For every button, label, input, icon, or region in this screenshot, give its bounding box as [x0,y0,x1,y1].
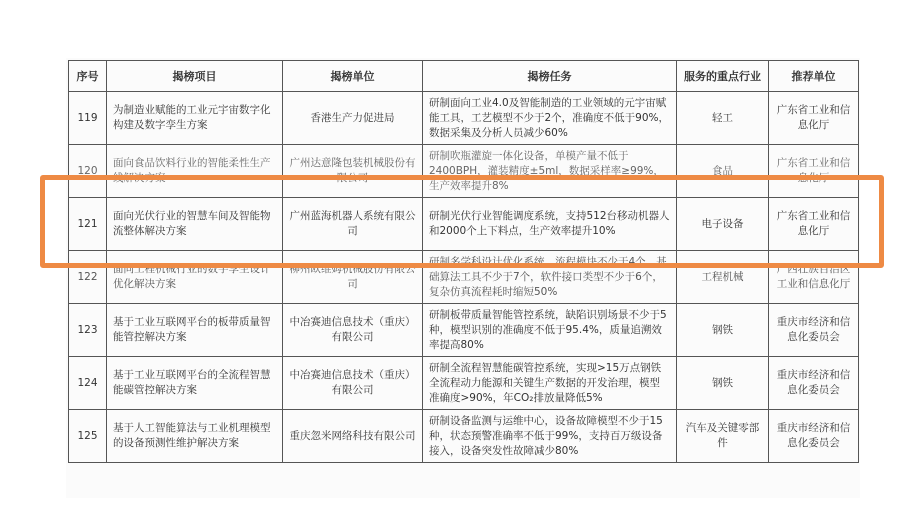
row-unit: 香港生产力促进局 [283,92,423,145]
table-row [69,357,859,410]
row-task: 研制设备监测与运维中心，设备故障模型不少于15种，状态预警准确率不低于99%，支持百万级设备接入，设备突发性故障减少80% [423,410,677,463]
row-task: 研制吹瓶灌旋一体化设备，单模产量不低于2400BPH，灌装精度±5ml，数据采样率≥99%，生产效率提升8% [423,145,677,198]
table-row-highlighted [69,198,859,251]
header-industry: 服务的重点行业 [677,61,769,92]
header-no: 序号 [69,61,107,92]
row-unit: 中冶赛迪信息技术（重庆）有限公司 [283,357,423,410]
row-project: 面向工程机械行业的数字孪生设计优化解决方案 [107,251,283,304]
row-no: 119 [69,92,107,145]
row-no: 124 [69,357,107,410]
row-task: 研制光伏行业智能调度系统，支持512台移动机器人和2000个上下料点，生产效率提升10% [423,198,677,251]
row-industry: 汽车及关键零部件 [677,410,769,463]
row-no: 121 [69,198,107,251]
table-row [69,251,859,304]
header-unit: 揭榜单位 [283,61,423,92]
award-project-table [68,60,859,463]
header-recommender: 推荐单位 [769,61,859,92]
row-no: 122 [69,251,107,304]
row-task: 研制面向工业4.0及智能制造的工业领域的元宇宙赋能工具，工艺模型不少于2个，准确度不低于90%，数据采集及分析人员减少60% [423,92,677,145]
row-industry: 电子设备 [677,198,769,251]
row-no: 123 [69,304,107,357]
row-recommender: 广东省工业和信息化厅 [769,145,859,198]
header-project: 揭榜项目 [107,61,283,92]
row-project: 面向食品饮料行业的智能柔性生产线解决方案 [107,145,283,198]
row-recommender: 广东省工业和信息化厅 [769,92,859,145]
row-task: 研制多学科设计优化系统，流程模块不少于4个，基础算法工具不少于7个，软件接口类型不少于6个，复杂仿真流程耗时缩短50% [423,251,677,304]
row-industry: 食品 [677,145,769,198]
row-no: 120 [69,145,107,198]
row-task: 研制全流程智慧能碳管控系统，实现>15万点钢铁全流程动力能源和关键生产数据的开发治理，模型准确度>90%，年CO₂排放量降低5% [423,357,677,410]
table-row [69,304,859,357]
row-unit: 柳州欧维姆机械股份有限公司 [283,251,423,304]
row-recommender: 广西壮族自治区工业和信息化厅 [769,251,859,304]
table-row [69,410,859,463]
row-unit: 广州达意隆包装机械股份有限公司 [283,145,423,198]
table-header-row [69,61,859,92]
row-unit: 广州蓝海机器人系统有限公司 [283,198,423,251]
row-task: 研制板带质量智能管控系统，缺陷识别场景不少于5种，模型识别的准确度不低于95.4%，质量追溯效率提高80% [423,304,677,357]
table-row [69,145,859,198]
header-task: 揭榜任务 [423,61,677,92]
row-industry: 轻工 [677,92,769,145]
row-industry: 钢铁 [677,304,769,357]
row-recommender: 广东省工业和信息化厅 [769,198,859,251]
row-project: 为制造业赋能的工业元宇宙数字化构建及数字孪生方案 [107,92,283,145]
row-industry: 钢铁 [677,357,769,410]
table-row [69,92,859,145]
row-recommender: 重庆市经济和信息化委员会 [769,357,859,410]
row-project: 基于人工智能算法与工业机理模型的设备预测性维护解决方案 [107,410,283,463]
row-unit: 中冶赛迪信息技术（重庆）有限公司 [283,304,423,357]
row-unit: 重庆忽米网络科技有限公司 [283,410,423,463]
row-project: 基于工业互联网平台的板带质量智能管控解决方案 [107,304,283,357]
row-recommender: 重庆市经济和信息化委员会 [769,410,859,463]
row-project: 基于工业互联网平台的全流程智慧能碳管控解决方案 [107,357,283,410]
row-no: 125 [69,410,107,463]
row-industry: 工程机械 [677,251,769,304]
row-project: 面向光伏行业的智慧车间及智能物流整体解决方案 [107,198,283,251]
row-recommender: 重庆市经济和信息化委员会 [769,304,859,357]
